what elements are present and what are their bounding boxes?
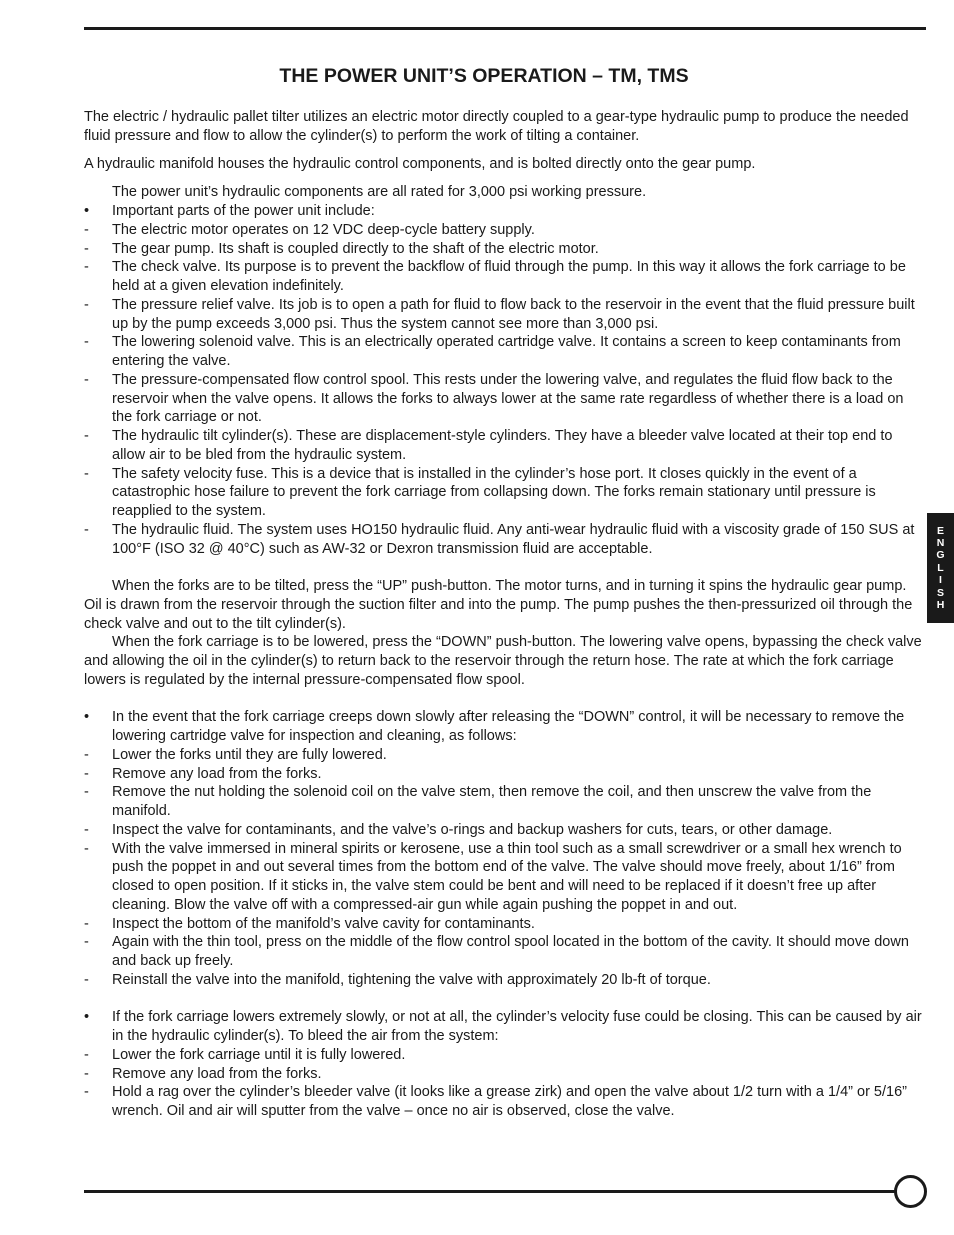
list-item-text: The electric motor operates on 12 VDC deep-cycle battery supply. <box>112 221 535 238</box>
list-item <box>84 971 926 990</box>
dash-marker: - <box>84 521 89 538</box>
dash-marker: - <box>84 1065 89 1082</box>
creep-heading: In the event that the fork carriage creeps down slowly after releasing the “DOWN” control, it will be necessary to remove the lowering cartridge valve for inspection and cleaning, as follows: <box>112 709 905 744</box>
list-item-text: The gear pump. Its shaft is coupled directly to the shaft of the electric motor. <box>112 240 599 257</box>
bullet-marker: • <box>84 1009 90 1026</box>
list-item <box>84 765 926 784</box>
list-item <box>84 821 926 840</box>
dash-marker: - <box>84 1084 89 1101</box>
list-item <box>84 221 926 240</box>
list-item-text: Remove the nut holding the solenoid coil on the valve stem, then remove the coil, and then unscrew the valve from the manifold. <box>112 784 872 819</box>
list-item-text: The hydraulic tilt cylinder(s). These are displacement-style cylinders. They have a bleeder valve located at their top end to allow air to be bled from the hydraulic system. <box>112 428 893 463</box>
list-item <box>84 746 926 765</box>
list-item-text: The hydraulic fluid. The system uses HO150 hydraulic fluid. Any anti-wear hydraulic fluid with a viscosity grade of 150 SUS at 100°F (ISO 32 @ 40°C) such as AW-32 or Dexron transmission fluid are acceptable. <box>112 521 915 557</box>
dash-marker: - <box>84 334 89 351</box>
dash-marker: - <box>84 465 89 482</box>
list-item <box>84 840 926 915</box>
parts-heading: Important parts of the power unit include: <box>112 203 375 219</box>
spacer <box>84 690 926 709</box>
list-item <box>84 202 926 221</box>
list-item <box>84 258 926 296</box>
dash-marker: - <box>84 934 89 951</box>
bleed-heading: If the fork carriage lowers extremely slowly, or not at all, the cylinder’s velocity fuse could be closing. This can be caused by air in the hydraulic cylinder(s). To bleed the air from the system: <box>112 1009 922 1044</box>
dash-marker: - <box>84 221 89 238</box>
page-title: THE POWER UNIT’S OPERATION – TM, TMS <box>279 65 689 87</box>
tab-letter: S <box>936 586 944 599</box>
operation-paragraph: When the fork carriage is to be lowered, press the “DOWN” push-button. The lowering valve opens, bypassing the check valve and allowing the oil in the cylinder(s) to return back to the reservoir through the return hose. The rate at which the fork carriage lowers is regulated by the internal pressure-compensated flow spool. <box>84 634 922 688</box>
dash-marker: - <box>84 746 89 763</box>
list-item-text: Lower the forks until they are fully lowered. <box>112 746 387 763</box>
list-item <box>84 915 926 934</box>
dash-marker: - <box>84 915 89 932</box>
tab-letter: N <box>936 536 945 549</box>
dash-marker: - <box>84 765 89 782</box>
spacer <box>84 990 926 1009</box>
spacer <box>84 558 926 577</box>
dash-marker: - <box>84 296 89 313</box>
list-item-text: The check valve. Its purpose is to prevent the backflow of fluid through the pump. In this way it allows the fork carriage to be held at a given elevation indefinitely. <box>112 259 906 294</box>
dash-marker: - <box>84 428 89 444</box>
list-item <box>84 296 926 334</box>
list-item-text: Hold a rag over the cylinder’s bleeder valve (it looks like a grease zirk) and open the valve about 1/2 turn with a 1/4” or 5/16” wrench. Oil and air will sputter from the valve – once no air is observed, close the valve. <box>112 1084 907 1119</box>
tab-letter: G <box>936 549 945 562</box>
list-item-text: The pressure relief valve. Its job is to open a path for fluid to flow back to the reservoir in the event that the fluid pressure built up by the pump exceeds 3,000 psi. Thus the system cannot see more than 3,000 psi. <box>112 296 915 332</box>
list-item-text: The pressure-compensated flow control spool. This rests under the lowering valve, and regulates the fluid flow back to the reservoir when the valve opens. It allows the forks to always lower at the same rate regardless of whether there is a load on the fork carriage or not. <box>112 371 904 426</box>
dash-marker: - <box>84 371 89 388</box>
list-item <box>84 1008 926 1046</box>
list-item <box>84 521 926 559</box>
list-item <box>84 1046 926 1065</box>
language-tab <box>927 513 954 623</box>
operation-paragraph: When the forks are to be tilted, press the “UP” push-button. The motor turns, and in turning it spins the hydraulic gear pump. Oil is drawn from the reservoir through the suction filter and into the pump. The pump pushes the then-pressurized oil through the check valve and out to the tilt cylinder(s). <box>84 578 913 632</box>
list-item <box>84 1065 926 1084</box>
list-item-text: With the valve immersed in mineral spirits or kerosene, use a thin tool such as a small screwdriver or a small hex wrench to push the poppet in and out several times from the bottom end of the valve. The valve should move freely, about 1/16” from closed to open position. If it sticks in, the valve stem could be bent and will need to be replaced if it doesn’t free up after cleaning. Blow the valve off with a compressed-air gun while again pushing the poppet in and out. <box>112 840 902 913</box>
list-item <box>84 427 926 465</box>
list-item <box>84 240 926 259</box>
list-item-text: The safety velocity fuse. This is a device that is installed in the cylinder’s hose port. It closes quickly in the event of a catastrophic hose failure to prevent the fork carriage from collapsing down. The forks remain stationary until pressure is reapplied to the system. <box>112 465 876 519</box>
tab-letter: E <box>936 524 944 537</box>
dash-marker: - <box>84 1046 89 1063</box>
list-item <box>84 783 926 821</box>
dash-marker: - <box>84 821 89 838</box>
bullet-marker: • <box>84 709 90 726</box>
list-item-text: Reinstall the valve into the manifold, tightening the valve with approximately 20 lb-ft of torque. <box>112 971 711 988</box>
dash-marker: - <box>84 240 89 257</box>
list-item-text: Inspect the valve for contaminants, and the valve’s o-rings and backup washers for cuts, tears, or other damage. <box>112 821 833 838</box>
intro-paragraph: A hydraulic manifold houses the hydraulic control components, and is bolted directly onto the gear pump. <box>84 156 756 172</box>
bottom-rule <box>84 1190 896 1193</box>
top-rule <box>84 27 926 30</box>
page-content <box>84 108 926 1121</box>
bullet-marker: • <box>84 203 90 219</box>
list-item <box>84 465 926 521</box>
list-item-text: Lower the fork carriage until it is fully lowered. <box>112 1046 406 1063</box>
list-item <box>84 333 926 371</box>
tab-letter: H <box>936 599 945 612</box>
dash-marker: - <box>84 840 89 857</box>
list-item <box>84 933 926 971</box>
list-item <box>84 708 926 746</box>
page-number-circle <box>894 1175 927 1208</box>
dash-marker: - <box>84 259 89 276</box>
list-item-text: The lowering solenoid valve. This is an electrically operated cartridge valve. It contains a screen to keep contaminants from entering the valve. <box>112 334 901 369</box>
list-item <box>84 1083 926 1121</box>
rating-line: The power unit’s hydraulic components are all rated for 3,000 psi working pressure. <box>112 184 647 201</box>
dash-marker: - <box>84 971 89 988</box>
dash-marker: - <box>84 784 89 801</box>
list-item-text: Remove any load from the forks. <box>112 765 322 782</box>
list-item-text: Remove any load from the forks. <box>112 1065 322 1082</box>
intro-paragraph: The electric / hydraulic pallet tilter utilizes an electric motor directly coupled to a gear-type hydraulic pump to produce the needed fluid pressure and flow to allow the cylinder(s) to perform the work of tilting a container. <box>84 109 909 144</box>
list-item-text: Again with the thin tool, press on the middle of the flow control spool located in the bottom of the cavity. It should move down and back up freely. <box>112 934 909 969</box>
tab-letter: I <box>939 574 942 587</box>
list-item-text: Inspect the bottom of the manifold’s valve cavity for contaminants. <box>112 915 535 932</box>
tab-letter: L <box>937 561 944 574</box>
list-item <box>84 371 926 427</box>
